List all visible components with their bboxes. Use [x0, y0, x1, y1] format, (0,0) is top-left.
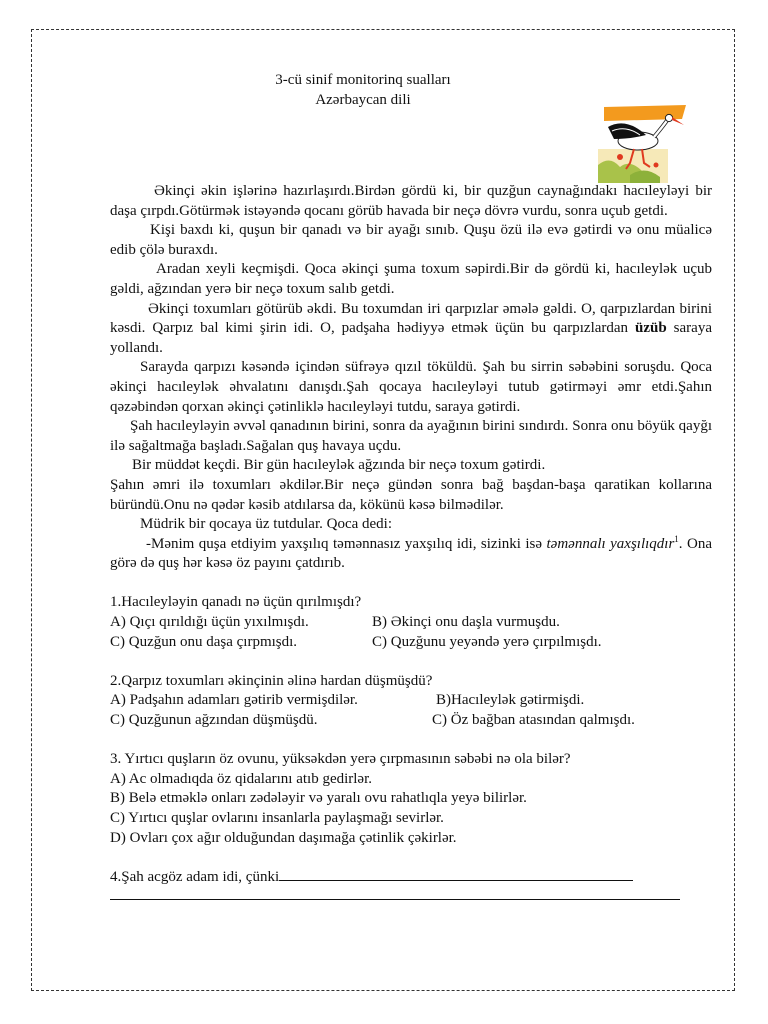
option-c[interactable]: C) Quzğunun ağzından düşmüşdü.: [110, 712, 318, 729]
option-c[interactable]: C) Quzğun onu daşa çırpmışdı.: [110, 633, 298, 650]
option-d[interactable]: D) Ovları çox ağır olduğundan daşımağa çətinlik çəkirlər.: [110, 829, 457, 846]
option-a[interactable]: A) Padşahın adamları gətirib vermişdilər.: [110, 692, 358, 709]
question-4: [110, 868, 712, 907]
question-text: 4.Şah acgöz adam idi, çünki: [110, 868, 280, 885]
worksheet-content: [110, 182, 712, 907]
italic-phrase: təmənnalı yaxşılıqdır: [546, 535, 675, 552]
story-paragraph: Şahın əmri ilə toxumları əkdilər.Bir neçə gündən sonra bağ başdan-başa qaratikan kollarına büründü.Onu nə qədər kəsib atdılarsa da, kökünü kəsə bilmədilər.: [110, 476, 712, 513]
story-paragraph: -Mənim quşa etdiyim yaxşılıq təmənnasız yaxşılıq idi, sizinki isə təmənnalı yaxşılıqdır$^1$. Ona görə də quş hər kəsə öz payını çatdırıb.: [110, 533, 712, 572]
question-2: [110, 672, 712, 731]
answer-line[interactable]: [110, 887, 680, 900]
question-3: [110, 750, 712, 848]
option-c[interactable]: C) Yırtıcı quşlar ovlarını insanlarla paylaşmağı sevirlər.: [110, 810, 444, 826]
option-b[interactable]: B) Əkinçi onu daşla vurmuşdu.: [372, 614, 560, 631]
option-a[interactable]: A) Qıçı qırıldığı üçün yıxılmışdı.: [110, 614, 309, 631]
page-subtitle: Azərbaycan dili: [315, 92, 411, 108]
story-paragraph: Müdrik bir qocaya üz tutdular. Qoca dedi:: [140, 516, 393, 533]
page-title: 3-cü sinif monitorinq sualları: [275, 72, 451, 88]
story-paragraph: Əkinçi əkin işlərinə hazırlaşırdı.Birdən gördü ki, bir quzğun caynağındakı hacıleyləyi bir daşa çırpdı.Götürmək istəyəndə qocanı görüb havada bir neçə dövrə vurdu, sonra uçub getdi.: [110, 183, 712, 219]
option-a[interactable]: A) Ac olmadıqda öz qidalarını atıb gedirlər.: [110, 770, 373, 787]
option-b[interactable]: B)Hacıleylək gətirmişdi.: [436, 692, 585, 709]
question-text: 3. Yırtıcı quşların öz ovunu, yüksəkdən yerə çırpmasının səbəbi nə ola bilər?: [110, 751, 571, 768]
answer-line[interactable]: [279, 868, 633, 881]
option-d[interactable]: C) Quzğunu yeyəndə yerə çırpılmışdı.: [372, 633, 602, 650]
story-paragraph: Bir müddət keçdi. Bir gün hacıleylək ağzında bir neçə toxum gətirdi.: [132, 457, 546, 474]
bold-word: üzüb: [635, 320, 667, 337]
question-text: 2.Qarpız toxumları əkinçinin əlinə hardan düşmüşdü?: [110, 672, 433, 689]
option-d[interactable]: C) Öz bağban atasından qalmışdı.: [432, 712, 635, 729]
option-b[interactable]: B) Belə etməklə onları zədələyir və yaralı ovu rahatlıqla yeyə bilirlər.: [110, 790, 527, 807]
story-paragraph: Əkinçi toxumları götürüb əkdi. Bu toxumdan iri qarpızlar əmələ gəldi. O, qarpızlardan birini kəsdi. Qarpız bal kimi şirin idi. O, padşaha hədiyyə etmək üçün bu qarpızlardan üzüb saraya yollandı.: [110, 300, 712, 356]
story-paragraph: Aradan xeyli keçmişdi. Qoca əkinçi şuma toxum səpirdi.Bir də gördü ki, hacıleylək uçub gəldi, ağzından yerə bir neçə toxum salıb getdi.: [110, 261, 712, 297]
story-paragraph: Şah hacıleyləyin əvvəl qanadının birini, sonra da ayağının birini sındırdı. Sonra onu böyük qayğı ilə sağaltmağa başladı.Sağalan quş havaya uçdu.: [110, 418, 712, 454]
story-paragraph: Sarayda qarpızı kəsəndə içindən süfrəyə qızıl töküldü. Şah bu sirrin səbəbini soruşdu. Qoca əkinçi hacıleylək əhvalatını danışdı.Şah qocaya hacıleyləyi tutub gətirməyi əmr etdi.Şahın qəzəbindən qorxan əkinçi çətinliklə hacıleyləyi tutdu, saraya gətirdi.: [110, 359, 712, 415]
story-paragraph: Kişi baxdı ki, quşun bir qanadı və bir ayağı sınıb. Quşu özü ilə evə gətirdi və onu müalicə edib çölə buraxdı.: [110, 222, 712, 258]
question-1: [110, 593, 712, 652]
question-text: 1.Hacıleyləyin qanadı nə üçün qırılmışdı?: [110, 594, 362, 611]
footnote-marker: 1: [674, 533, 679, 544]
stork-illustration-icon: [590, 105, 686, 185]
